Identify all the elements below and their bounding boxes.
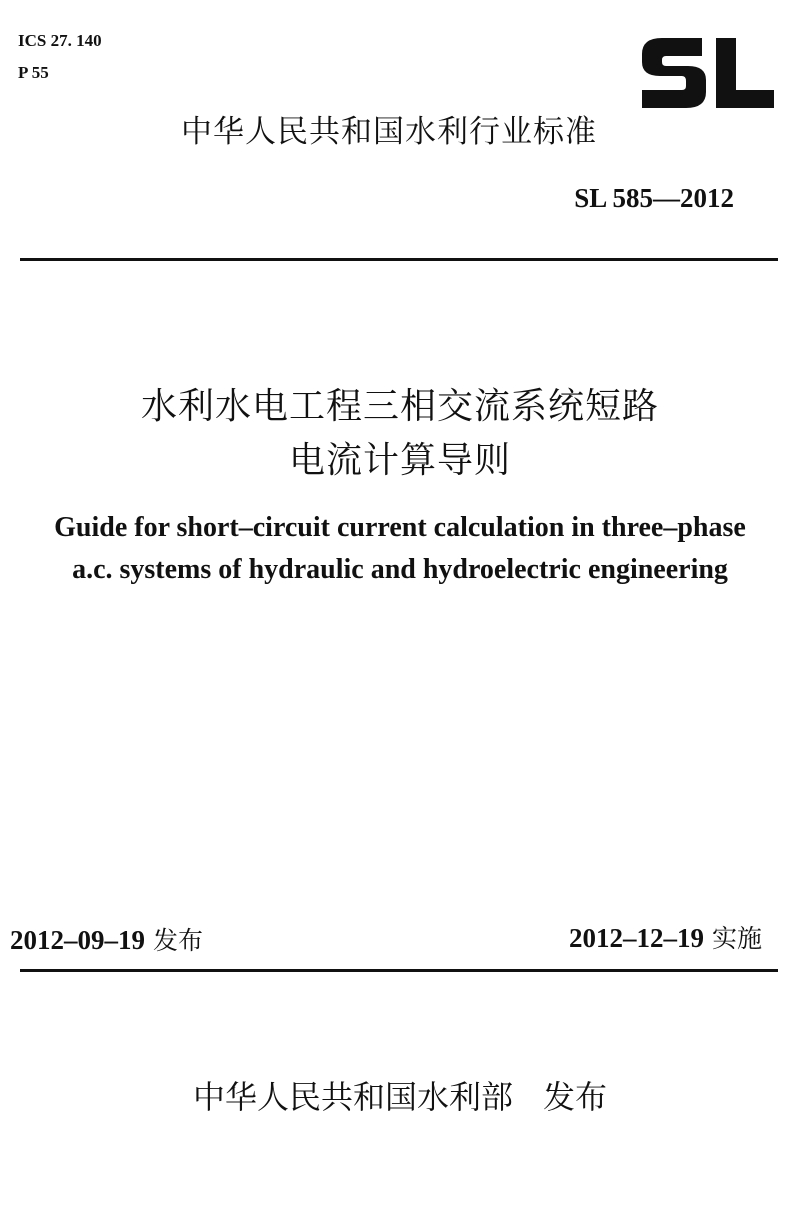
english-title-line-1: Guide for short–circuit current calculation in three–phase [54,512,746,543]
top-divider [20,258,778,261]
ics-code: ICS 27. 140 [18,31,102,50]
chinese-title-line-1: 水利水电工程三相交流系统短路 [140,386,659,427]
bottom-divider [20,969,778,972]
english-title [0,507,800,591]
publisher-action: 发布 [543,1078,608,1116]
publisher-name: 中华人民共和国水利部 [192,1078,513,1116]
chinese-title-line-2: 电流计算导则 [288,440,511,481]
chinese-title [0,380,800,488]
issue-label: 发布 [153,926,204,955]
implement-date: 2012–12–19 [568,923,704,953]
standard-number: SL 585—2012 [574,183,734,213]
sl-logo [636,34,776,110]
issue-date-block [10,920,203,961]
publisher-line [0,1074,800,1120]
industry-standard-title [0,110,800,154]
english-title-line-2: a.c. systems of hydraulic and hydroelectric engineering [72,554,728,585]
implement-label: 实施 [711,924,762,953]
classification-code: P 55 [18,63,49,82]
industry-standard-text: 中华人民共和国水利行业标准 [181,114,597,150]
sl-logo-graphic [636,34,776,110]
issue-date: 2012–09–19 [10,925,145,955]
implement-date-block [569,918,762,959]
